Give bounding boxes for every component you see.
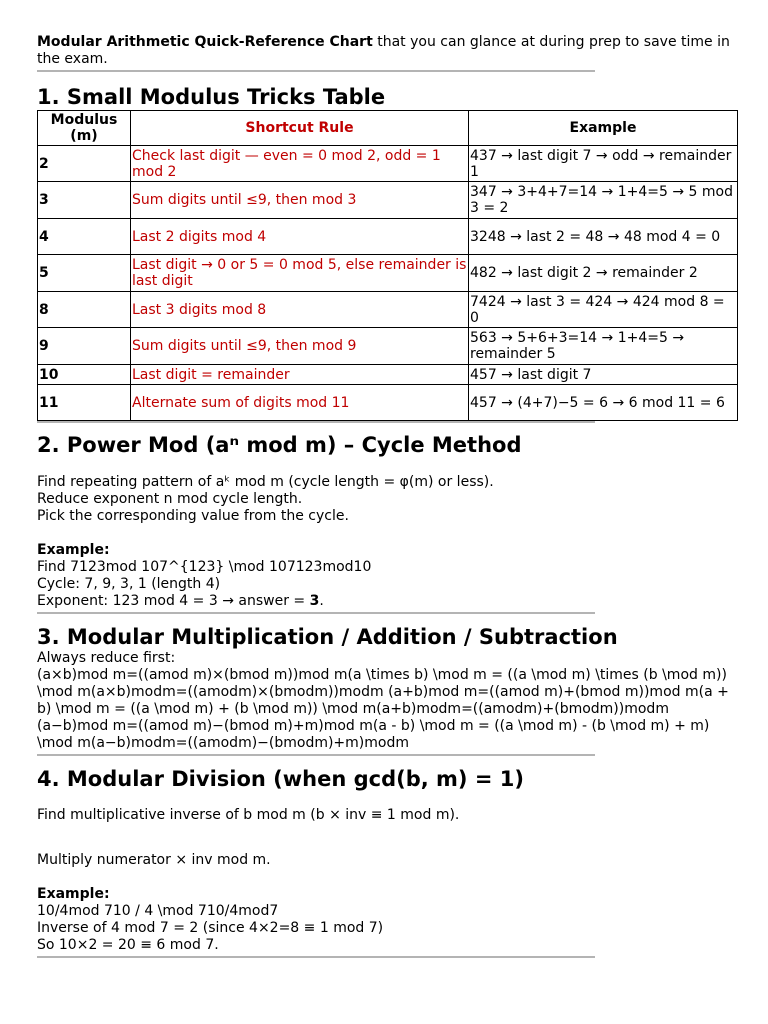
- section-3-title: 3. Modular Multiplication / Addition / Subtraction: [37, 625, 618, 649]
- section-4-example-label: Example:: [37, 886, 110, 902]
- cell-modulus: 5: [38, 255, 131, 292]
- divider: [37, 754, 595, 756]
- table-row: [38, 385, 738, 421]
- section-2-title: 2. Power Mod (aⁿ mod m) – Cycle Method: [37, 433, 522, 457]
- section-4-line: Find multiplicative inverse of b mod m (b × inv ≡ 1 mod m).: [37, 807, 460, 823]
- cell-rule: Check last digit — even = 0 mod 2, odd = 1 mod 2: [131, 146, 469, 182]
- cell-example: 7424 → last 3 = 424 → 424 mod 8 = 0: [469, 292, 738, 328]
- document-page: [37, 34, 737, 958]
- section-2-line: Find repeating pattern of aᵏ mod m (cycle length = φ(m) or less).: [37, 474, 494, 490]
- cell-example: 457 → (4+7)−5 = 6 → 6 mod 11 = 6: [469, 385, 738, 421]
- table-row: [38, 146, 738, 182]
- table-row: [38, 255, 738, 292]
- exponent-suffix: .: [319, 593, 324, 609]
- section-2-example-label: Example:: [37, 542, 110, 558]
- cell-modulus: 2: [38, 146, 131, 182]
- cell-rule: Last digit → 0 or 5 = 0 mod 5, else remainder is last digit: [131, 255, 469, 292]
- divider: [37, 956, 595, 958]
- intro-text: that you can glance at during prep to save time in the exam.: [37, 34, 730, 67]
- table-row: [38, 292, 738, 328]
- section-4-example-line: 10/4mod 710 / 4 \mod 710/4mod7: [37, 903, 279, 919]
- divider: [37, 421, 595, 423]
- header-shortcut-rule: Shortcut Rule: [131, 111, 469, 146]
- modulus-tricks-table: [37, 110, 738, 421]
- cell-modulus: 3: [38, 182, 131, 219]
- cell-modulus: 4: [38, 219, 131, 255]
- section-1-title: 1. Small Modulus Tricks Table: [37, 85, 386, 109]
- section-2-example-line: Find 7123mod 107^{123} \mod 107123mod10: [37, 559, 372, 575]
- cell-modulus: 10: [38, 365, 131, 385]
- cell-example: 437 → last digit 7 → odd → remainder 1: [469, 146, 738, 182]
- exponent-text: Exponent: 123 mod 4 = 3 → answer =: [37, 593, 310, 609]
- cell-example: 482 → last digit 2 → remainder 2: [469, 255, 738, 292]
- exponent-answer: 3: [309, 593, 320, 609]
- divider: [37, 612, 595, 614]
- table-row: [38, 328, 738, 365]
- cell-rule: Sum digits until ≤9, then mod 3: [131, 182, 469, 219]
- section-3-lead: Always reduce first:: [37, 650, 176, 666]
- intro-paragraph: [37, 34, 737, 68]
- section-4-example-line: So 10×2 = 20 ≡ 6 mod 7.: [37, 937, 219, 953]
- table-row: [38, 182, 738, 219]
- divider: [37, 70, 595, 72]
- cell-rule: Last digit = remainder: [131, 365, 469, 385]
- intro-title: Modular Arithmetic Quick-Reference Chart: [37, 34, 373, 50]
- section-2-line: Pick the corresponding value from the cycle.: [37, 508, 349, 524]
- cell-rule: Last 3 digits mod 8: [131, 292, 469, 328]
- cell-example: 347 → 3+4+7=14 → 1+4=5 → 5 mod 3 = 2: [469, 182, 738, 219]
- cell-modulus: 11: [38, 385, 131, 421]
- section-2-example-line: Cycle: 7, 9, 3, 1 (length 4): [37, 576, 221, 592]
- section-4-example-line: Inverse of 4 mod 7 = 2 (since 4×2=8 ≡ 1 mod 7): [37, 920, 384, 936]
- cell-modulus: 8: [38, 292, 131, 328]
- table-row: [38, 219, 738, 255]
- section-2-line: Reduce exponent n mod cycle length.: [37, 491, 303, 507]
- cell-rule: Last 2 digits mod 4: [131, 219, 469, 255]
- cell-modulus: 9: [38, 328, 131, 365]
- cell-example: 3248 → last 2 = 48 → 48 mod 4 = 0: [469, 219, 738, 255]
- header-example: Example: [469, 111, 738, 146]
- cell-rule: Alternate sum of digits mod 11: [131, 385, 469, 421]
- table-row: [38, 365, 738, 385]
- section-4-title: 4. Modular Division (when gcd(b, m) = 1): [37, 767, 524, 791]
- header-modulus: Modulus (m): [38, 111, 131, 146]
- cell-example: 563 → 5+6+3=14 → 1+4=5 → remainder 5: [469, 328, 738, 365]
- cell-example: 457 → last digit 7: [469, 365, 738, 385]
- table-header-row: [38, 111, 738, 146]
- section-2-exponent-line: [37, 593, 737, 610]
- section-4-line: Multiply numerator × inv mod m.: [37, 852, 271, 868]
- section-3-formulas: (a×b)mod m=((amod m)×(bmod m))mod m(a \times b) \mod m = ((a \mod m) \times (b \mod m)) \mod m(a×b)modm=((amodm)×(bmodm))modm (a+b)mod m=((amod m)+(bmod m))mod m(a + b) \mod m = ((a \mod m) + (b \mod m)) \mod m(a+b)modm=((amodm)+(bmodm))modm (a−b)mod m=((amod m)−(bmod m)+m)mod m(a - b) \mod m = ((a \mod m) - (b \mod m) + m) \mod m(a−b)modm=((amodm)−(bmodm)+m)modm: [37, 667, 729, 751]
- cell-rule: Sum digits until ≤9, then mod 9: [131, 328, 469, 365]
